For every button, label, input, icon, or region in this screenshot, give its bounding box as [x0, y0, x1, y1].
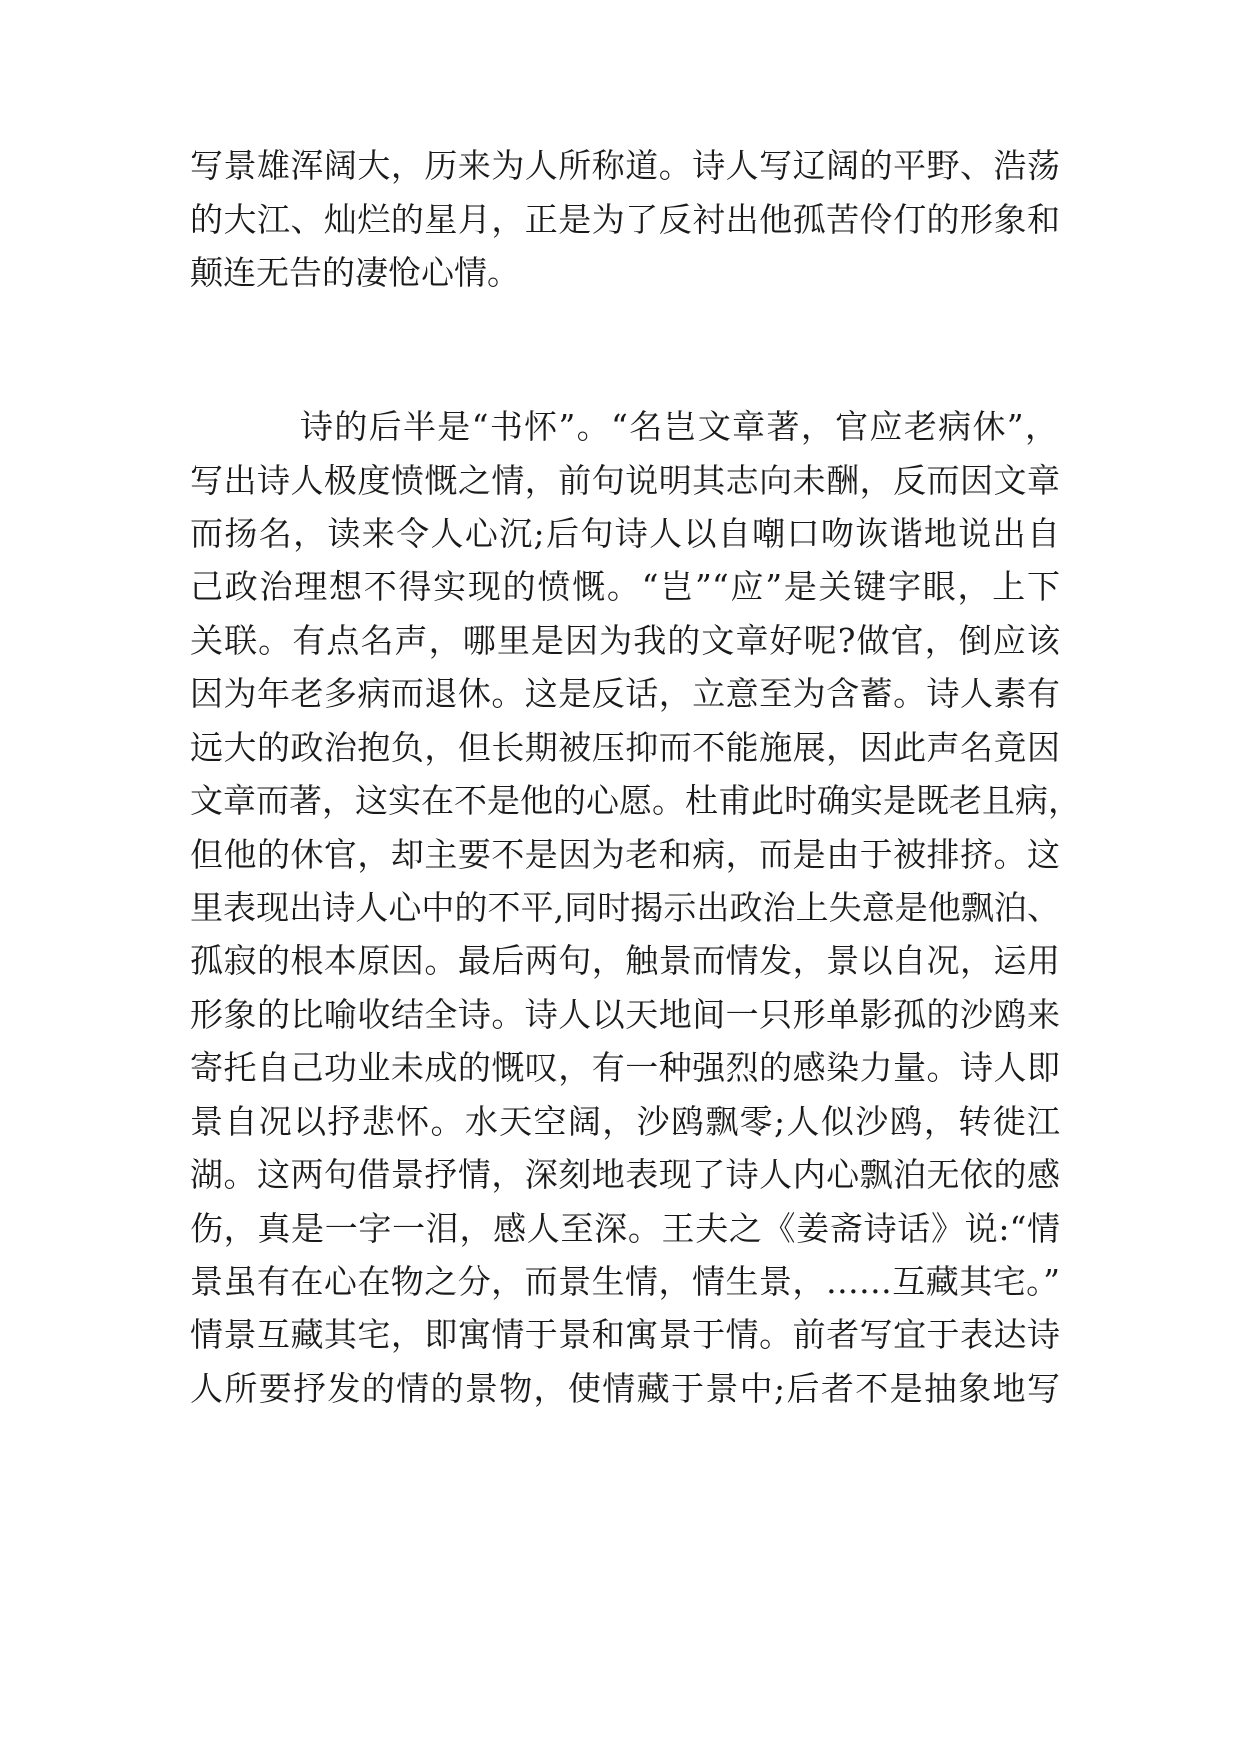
text-line: 湖。这两句借景抒情，深刻地表现了诗人内心飘泊无依的感 [190, 1155, 1060, 1194]
text-line: 因为年老多病而退休。这是反话，立意至为含蓄。诗人素有 [190, 674, 1060, 713]
text-line: 景虽有在心在物之分，而景生情，情生景，……互藏其宅。” [190, 1262, 1060, 1301]
text-line: 关联。有点名声，哪里是因为我的文章好呢?做官，倒应该 [190, 621, 1060, 660]
text-line: 形象的比喻收结全诗。诗人以天地间一只形单影孤的沙鸥来 [190, 995, 1060, 1034]
text-line: 孤寂的根本原因。最后两句，触景而情发，景以自况，运用 [190, 941, 1060, 980]
text-line: 里表现出诗人心中的不平,同时揭示出政治上失意是他飘泊、 [190, 888, 1060, 927]
text-line: 远大的政治抱负，但长期被压抑而不能施展，因此声名竟因 [190, 728, 1060, 767]
text-line: 而扬名，读来令人心沉;后句诗人以自嘲口吻诙谐地说出自 [190, 514, 1060, 553]
text-line: 伤，真是一字一泪，感人至深。王夫之《姜斋诗话》说:“情 [190, 1209, 1060, 1248]
text-line: 己政治理想不得实现的愤慨。“岂”“应”是关键字眼，上下 [190, 567, 1060, 606]
text-line: 文章而著，这实在不是他的心愿。杜甫此时确实是既老且病， [190, 781, 1081, 820]
text-line: 情景互藏其宅，即寓情于景和寓景于情。前者写宜于表达诗 [190, 1315, 1060, 1354]
text-line: 写景雄浑阔大，历来为人所称道。诗人写辽阔的平野、浩荡 [190, 146, 1060, 185]
text-line: 的大江、灿烂的星月，正是为了反衬出他孤苦伶仃的形象和 [190, 200, 1060, 239]
text-line: 诗的后半是“书怀”。“名岂文章著，官应老病休”， [300, 407, 1058, 446]
text-line: 景自况以抒悲怀。水天空阔，沙鸥飘零;人似沙鸥，转徙江 [190, 1102, 1060, 1141]
text-line: 人所要抒发的情的景物，使情藏于景中;后者不是抽象地写 [190, 1369, 1060, 1408]
text-line: 颠连无告的凄怆心情。 [190, 253, 520, 292]
text-line: 但他的休官，却主要不是因为老和病，而是由于被排挤。这 [190, 835, 1060, 874]
text-line: 写出诗人极度愤慨之情，前句说明其志向未酬，反而因文章 [190, 461, 1060, 500]
text-line: 寄托自己功业未成的慨叹，有一种强烈的感染力量。诗人即 [190, 1048, 1060, 1087]
